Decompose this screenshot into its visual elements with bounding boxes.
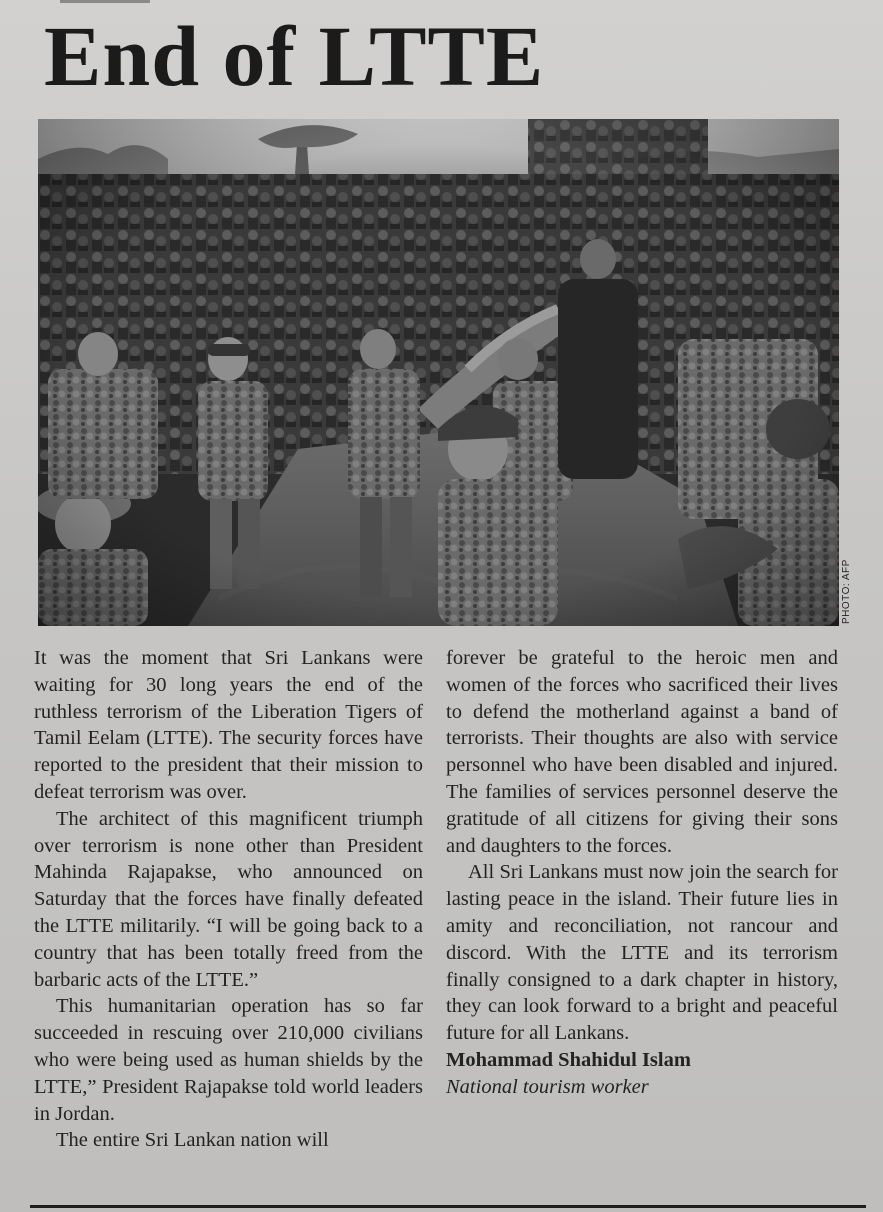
bottom-rule (30, 1205, 866, 1208)
news-photo (38, 119, 839, 626)
paragraph: All Sri Lankans must now join the search for lasting peace in the island. Their future lies in amity and reconciliation, not rancour and discord. With the LTTE and its terrorism finally consigned to a dark chapter in history, they can look forward to a bright and peaceful future for all Lankans. (446, 861, 838, 1045)
author-name: Mohammad Shahidul Islam (446, 1048, 691, 1071)
top-rule-fragment (60, 0, 150, 3)
article-column-left (34, 645, 423, 1154)
paragraph: It was the moment that Sri Lankans were waiting for 30 long years the end of the ruthless terrorism of the Liberation Tigers of Tamil Eelam (LTTE). The security forces have reported to the president that their mission to defeat terrorism was over. (34, 647, 423, 803)
article-column-right (446, 645, 838, 1101)
paragraph: This humanitarian operation has so far succeeded in rescuing over 210,000 civilians who were being used as human shields by the LTTE,” President Rajapakse told world leaders in Jordan. (34, 995, 423, 1125)
paragraph: forever be grateful to the heroic men and women of the forces who sacrificed their lives to defend the motherland against a band of terrorists. Their thoughts are also with service personnel who have been disabled and injured. The families of services personnel deserve the gratitude of all citizens for giving their sons and daughters to the forces. (446, 647, 838, 857)
paragraph: The architect of this magnificent triumph over terrorism is none other than President Mahinda Rajapakse, who announced on Saturday that the forces have finally defeated the LTTE militarily. “I will be going back to a country that has been totally freed from the barbaric acts of the LTTE.” (34, 807, 423, 991)
photo-credit: PHOTO: AFP (841, 559, 852, 624)
paragraph: The entire Sri Lankan nation will (56, 1129, 329, 1152)
soldiers-carrying-body-photo (38, 119, 839, 626)
headline: End of LTTE (44, 8, 545, 104)
author-role: National tourism worker (446, 1075, 649, 1098)
